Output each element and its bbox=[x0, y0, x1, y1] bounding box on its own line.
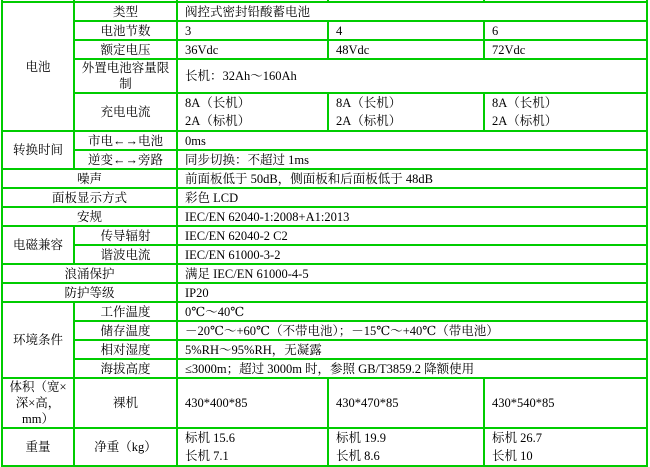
spec-table bbox=[1, 0, 648, 467]
protection-value: IP20 bbox=[177, 283, 647, 302]
row-noise bbox=[2, 169, 647, 188]
humidity-value: 5%RH～95%RH，无凝露 bbox=[177, 340, 647, 359]
operating-temp-value: 0℃～40℃ bbox=[177, 302, 647, 321]
row-operating-temp bbox=[2, 302, 647, 321]
battery-group-cell: 电池 bbox=[2, 2, 74, 131]
safety-label: 安规 bbox=[2, 207, 177, 226]
mains-battery-label: 市电←→电池 bbox=[74, 131, 177, 150]
rated-voltage-label: 额定电压 bbox=[74, 40, 177, 59]
battery-count-value-2: 4 bbox=[328, 21, 484, 40]
weight-value-1-line1: 标机 15.6 bbox=[185, 431, 236, 445]
dimensions-value-2: 430*470*85 bbox=[328, 378, 484, 428]
rated-voltage-value-2: 48Vdc bbox=[328, 40, 484, 59]
row-storage-temp bbox=[2, 321, 647, 340]
rated-voltage-value-1: 36Vdc bbox=[177, 40, 328, 59]
row-ext-capacity bbox=[2, 59, 647, 93]
altitude-label: 海拔高度 bbox=[74, 359, 177, 378]
panel-display-value: 彩色 LCD bbox=[177, 188, 647, 207]
row-protection bbox=[2, 283, 647, 302]
ext-capacity-label: 外置电池容量限制 bbox=[74, 59, 177, 93]
row-panel-display bbox=[2, 188, 647, 207]
storage-temp-label: 储存温度 bbox=[74, 321, 177, 340]
battery-type-label: 类型 bbox=[74, 2, 177, 21]
dimensions-value-1: 430*400*85 bbox=[177, 378, 328, 428]
weight-value-2-line2: 长机 8.6 bbox=[336, 449, 380, 463]
row-surge bbox=[2, 264, 647, 283]
charge-current-value-2-line1: 8A（长机） bbox=[336, 96, 402, 110]
charge-current-value-2 bbox=[328, 93, 484, 131]
weight-value-3-line2: 长机 10 bbox=[492, 449, 533, 463]
emc-conducted-label: 传导辐射 bbox=[74, 226, 177, 245]
row-rated-voltage bbox=[2, 40, 647, 59]
weight-value-3-line1: 标机 26.7 bbox=[492, 431, 543, 445]
protection-label: 防护等级 bbox=[2, 283, 177, 302]
mains-battery-value: 0ms bbox=[177, 131, 647, 150]
emc-harmonic-label: 谐波电流 bbox=[74, 245, 177, 264]
emc-group-cell: 电磁兼容 bbox=[2, 226, 74, 264]
row-dimensions bbox=[2, 378, 647, 428]
weight-label: 净重（kg） bbox=[74, 428, 177, 466]
dimensions-label: 裸机 bbox=[74, 378, 177, 428]
humidity-label: 相对湿度 bbox=[74, 340, 177, 359]
noise-label: 噪声 bbox=[2, 169, 177, 188]
altitude-value: ≤3000m；超过 3000m 时，参照 GB/T3859.2 降额使用 bbox=[177, 359, 647, 378]
ext-capacity-value: 长机：32Ah～160Ah bbox=[177, 59, 647, 93]
row-safety bbox=[2, 207, 647, 226]
dimensions-value-3: 430*540*85 bbox=[484, 378, 647, 428]
row-battery-count bbox=[2, 21, 647, 40]
row-transfer-inverter-bypass bbox=[2, 150, 647, 169]
operating-temp-label: 工作温度 bbox=[74, 302, 177, 321]
row-humidity bbox=[2, 340, 647, 359]
row-battery-type bbox=[2, 2, 647, 21]
rated-voltage-value-3: 72Vdc bbox=[484, 40, 647, 59]
battery-count-value-1: 3 bbox=[177, 21, 328, 40]
environment-group-cell: 环境条件 bbox=[2, 302, 74, 378]
row-charge-current bbox=[2, 93, 647, 131]
charge-current-value-2-line2: 2A（标机） bbox=[336, 114, 402, 128]
weight-value-1-line2: 长机 7.1 bbox=[185, 449, 229, 463]
charge-current-value-1 bbox=[177, 93, 328, 131]
charge-current-value-3-line2: 2A（标机） bbox=[492, 114, 558, 128]
surge-label: 浪涌保护 bbox=[2, 264, 177, 283]
battery-count-label: 电池节数 bbox=[74, 21, 177, 40]
weight-group-cell: 重量 bbox=[2, 428, 74, 466]
inverter-bypass-label: 逆变←→旁路 bbox=[74, 150, 177, 169]
row-weight bbox=[2, 428, 647, 466]
weight-value-2 bbox=[328, 428, 484, 466]
noise-value: 前面板低于 50dB，侧面板和后面板低于 48dB bbox=[177, 169, 647, 188]
emc-harmonic-value: IEC/EN 61000-3-2 bbox=[177, 245, 647, 264]
dimensions-group-cell: 体积（宽×深×高，mm） bbox=[2, 378, 74, 428]
row-transfer-mains-battery bbox=[2, 131, 647, 150]
panel-display-label: 面板显示方式 bbox=[2, 188, 177, 207]
charge-current-value-3 bbox=[484, 93, 647, 131]
storage-temp-value: －20℃～+60℃（不带电池）；－15℃～+40℃（带电池） bbox=[177, 321, 647, 340]
weight-value-1 bbox=[177, 428, 328, 466]
row-emc-harmonic bbox=[2, 245, 647, 264]
battery-count-value-3: 6 bbox=[484, 21, 647, 40]
row-altitude bbox=[2, 359, 647, 378]
surge-value: 满足 IEC/EN 61000-4-5 bbox=[177, 264, 647, 283]
weight-value-2-line1: 标机 19.9 bbox=[336, 431, 387, 445]
battery-type-value: 阀控式密封铅酸蓄电池 bbox=[177, 2, 647, 21]
safety-value: IEC/EN 62040-1:2008+A1:2013 bbox=[177, 207, 647, 226]
row-emc-conducted bbox=[2, 226, 647, 245]
charge-current-label: 充电电流 bbox=[74, 93, 177, 131]
weight-value-3 bbox=[484, 428, 647, 466]
charge-current-value-1-line1: 8A（长机） bbox=[185, 96, 251, 110]
emc-conducted-value: IEC/EN 62040-2 C2 bbox=[177, 226, 647, 245]
transfer-time-group-cell: 转换时间 bbox=[2, 131, 74, 169]
charge-current-value-3-line1: 8A（长机） bbox=[492, 96, 558, 110]
charge-current-value-1-line2: 2A（标机） bbox=[185, 114, 251, 128]
inverter-bypass-value: 同步切换：不超过 1ms bbox=[177, 150, 647, 169]
